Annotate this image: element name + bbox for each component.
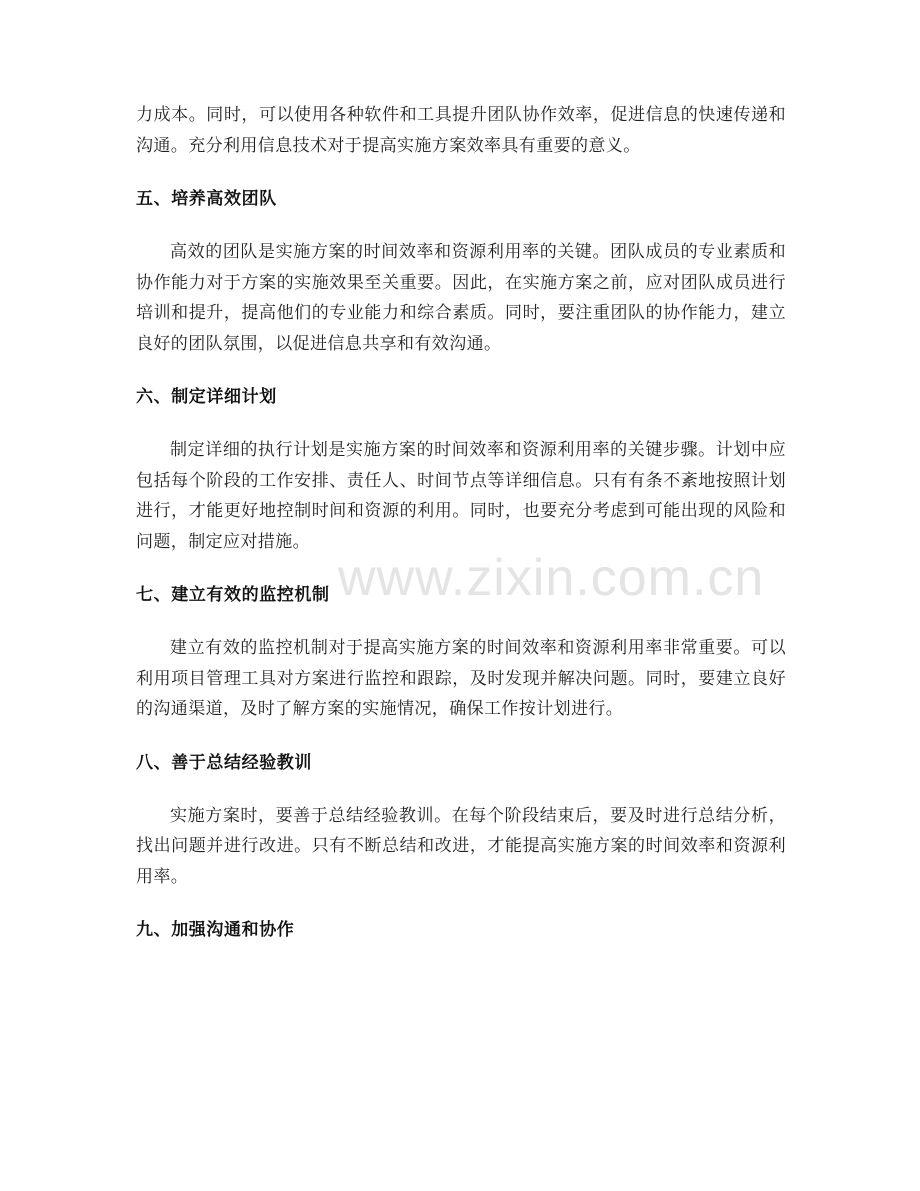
paragraph-continuation: 力成本。同时，可以使用各种软件和工具提升团队协作效率，促进信息的快速传递和沟通。充分利用信息技术对于提高实施方案效率具有重要的意义。	[136, 105, 786, 156]
watermark: www.zixin.com.cn	[338, 549, 765, 607]
section-heading-8: 八、善于总结经验教训	[136, 752, 312, 773]
paragraph-section-8: 实施方案时，要善于总结经验教训。在每个阶段结束后，要及时进行总结分析，找出问题并进行改进。只有不断总结和改进，才能提高实施方案的时间效率和资源利用率。	[136, 805, 786, 887]
section-heading-7: 七、建立有效的监控机制	[136, 585, 330, 605]
paragraph-section-7: 建立有效的监控机制对于提高实施方案的时间效率和资源利用率非常重要。可以利用项目管理工具对方案进行监控和跟踪，及时发现并解决问题。同时，要建立良好的沟通渠道，及时了解方案的实施情况，确保工作按计划进行。	[136, 638, 786, 719]
paragraph-section-5: 高效的团队是实施方案的时间效率和资源利用率的关键。团队成员的专业素质和协作能力对于方案的实施效果至关重要。因此，在实施方案之前，应对团队成员进行培训和提升，提高他们的专业能力和综合素质。同时，要注重团队的协作能力，建立良好的团队氛围，以促进信息共享和有效沟通。	[136, 242, 786, 354]
section-heading-5: 五、培养高效团队	[136, 189, 277, 209]
document-body	[136, 100, 786, 945]
paragraph-section-6: 制定详细的执行计划是实施方案的时间效率和资源利用率的关键步骤。计划中应包括每个阶段的工作安排、责任人、时间节点等详细信息。只有有条不紊地按照计划进行，才能更好地控制时间和资源的利用。同时，也要充分考虑到可能出现的风险和问题，制定应对措施。	[136, 440, 786, 552]
section-heading-9: 九、加强沟通和协作	[136, 920, 295, 940]
section-heading-6: 六、制定详细计划	[136, 387, 277, 407]
